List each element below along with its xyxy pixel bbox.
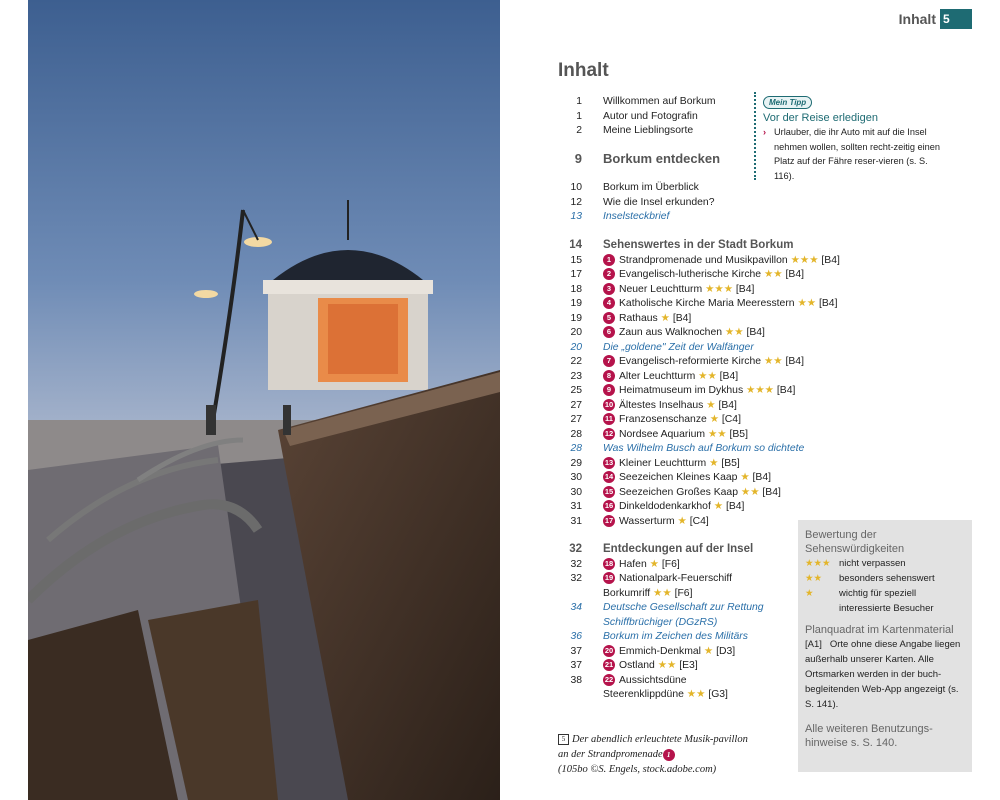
poi-number-marker: 6	[603, 326, 615, 338]
poi-number-marker: 14	[604, 472, 614, 482]
toc-poi-entry[interactable]: 32 18 Hafen ★ [F6]	[570, 558, 680, 570]
toc-poi-entry[interactable]: 19 4 Katholische Kirche Maria Meeresstern ★★ [B4]	[570, 298, 838, 309]
toc-entry-feature[interactable]: 20 Die „goldene" Zeit der Walfänger	[570, 341, 754, 353]
rating-stars: ★★★	[705, 283, 734, 295]
poi-number-marker: 4	[603, 297, 615, 309]
toc-subsection-heading[interactable]: 14 Sehenswertes in der Stadt Borkum	[569, 239, 794, 251]
poi-number-marker: 18	[604, 558, 614, 568]
toc-poi-entry[interactable]: 15 1 Strandpromenade und Musikpavillon ★★★ [B4]	[570, 254, 840, 266]
rating-stars: ★★	[707, 428, 727, 440]
rating-stars: ★	[706, 399, 716, 411]
toc-poi-entry-continued[interactable]: Steerenklippdüne ★★ [G3]	[603, 689, 728, 700]
tip-text: Urlauber, die ihr Auto mit auf die Insel nehmen wollen, sollten recht-zeitig einen Platz auf der Fähre reser-vieren (s. S. 116).	[774, 127, 940, 181]
rating-stars: ★	[649, 558, 659, 570]
grid-legend-text: [A1] Orte ohne diese Angabe liegen außerhalb unserer Karten. Alle Ortsmarken werden in der buch-begleitenden Web-App angezeigt (s. S. 141).	[805, 639, 961, 710]
toc-poi-entry[interactable]: 23 8 Alter Leuchtturm ★★ [B4]	[570, 370, 739, 382]
toc-subsection-heading[interactable]: 32 Entdeckungen auf der Insel	[569, 543, 754, 555]
toc-entry[interactable]: 1 Autor und Fotografin	[576, 110, 698, 122]
poi-number-marker: 16	[604, 501, 614, 511]
poi-number-marker: 5	[603, 312, 615, 324]
poi-number-marker: 8	[603, 370, 615, 382]
toc-poi-entry[interactable]: 37 20 Emmich-Denkmal ★ [D3]	[570, 645, 736, 657]
grid-legend-title: Planquadrat im Kartenmaterial	[805, 624, 954, 636]
poi-number-marker: 2	[603, 268, 615, 280]
photo-caption: 5 Der abendlich erleuchtete Musik-pavillon an der Strandpromenade 1 (105bo ©S. Engels, stock.adobe.com)	[558, 734, 748, 775]
toc-poi-entry[interactable]: 28 12 Nordsee Aquarium ★★ [B5]	[570, 428, 748, 440]
toc-entry-feature[interactable]: 34 Deutsche Gesellschaft zur Rettung	[570, 602, 764, 613]
toc-section-heading[interactable]: 9 Borkum entdecken	[574, 151, 721, 166]
rating-stars: ★★	[724, 327, 744, 338]
running-header	[899, 9, 972, 29]
toc-poi-entry[interactable]: 31 16 Dinkeldodenkarkhof ★ [B4]	[570, 501, 745, 512]
toc-poi-entry[interactable]: 37 21 Ostland ★★ [E3]	[570, 660, 698, 671]
toc-poi-entry[interactable]: 31 17 Wasserturm ★ [C4]	[570, 515, 709, 527]
toc-poi-entry[interactable]: 29 13 Kleiner Leuchtturm ★ [B5]	[570, 457, 740, 469]
poi-number-marker: 11	[603, 413, 615, 425]
toc-poi-entry[interactable]: 32 19 Nationalpark-Feuerschiff	[570, 573, 733, 584]
rating-stars: ★★★	[746, 385, 774, 396]
poi-number-marker: 21	[604, 660, 614, 670]
photo-reference-icon: 5	[558, 734, 569, 745]
rating-stars: ★★	[698, 370, 717, 382]
rating-stars: ★	[709, 457, 719, 469]
rating-legend-row: ★★★ nicht verpassen	[805, 558, 906, 569]
poi-number-marker: 17	[604, 515, 614, 525]
toc-poi-entry[interactable]: 27 10 Ältestes Inselhaus ★ [B4]	[570, 399, 737, 411]
page-number: 5	[940, 9, 972, 29]
toc-poi-entry[interactable]: 19 5 Rathaus ★ [B4]	[570, 312, 692, 324]
poi-number-marker: 1	[603, 254, 615, 266]
page-title: Inhalt	[558, 60, 609, 81]
poi-number-marker: 9	[603, 384, 615, 396]
rating-stars: ★★	[657, 660, 677, 671]
poi-number-marker: 13	[604, 457, 614, 467]
poi-number-marker: 20	[604, 645, 614, 655]
toc-entry[interactable]: 10 Borkum im Überblick	[570, 182, 699, 193]
rating-stars: ★★	[740, 486, 760, 498]
rating-stars: ★	[709, 414, 720, 425]
rating-stars: ★	[703, 645, 714, 657]
my-tip-box	[754, 92, 943, 180]
rating-legend-title: Bewertung der Sehenswürdigkeiten	[805, 529, 905, 555]
rating-stars: ★★	[653, 587, 672, 599]
rating-stars: ★★	[686, 689, 706, 700]
rating-stars: ★	[677, 515, 687, 527]
rating-stars: ★	[713, 501, 724, 512]
poi-number-marker: 22	[604, 674, 614, 684]
poi-number-marker: 3	[603, 283, 615, 295]
toc-entry-feature[interactable]: 13 Inselsteckbrief	[570, 211, 670, 222]
my-tip-badge: Mein Tipp	[763, 96, 812, 109]
rating-stars: ★★★	[805, 558, 831, 569]
rating-stars: ★	[805, 588, 814, 599]
legend-box	[798, 520, 972, 772]
cover-photo-promenade-pavilion	[28, 0, 500, 800]
toc-poi-entry[interactable]: 17 2 Evangelisch-lutherische Kirche ★★ [B4]	[570, 269, 804, 280]
toc-poi-entry-continued[interactable]: Borkumriff ★★ [F6]	[603, 587, 693, 599]
toc-poi-entry[interactable]: 22 7 Evangelisch-reformierte Kirche ★★ [B4]	[570, 356, 804, 367]
toc-entry-feature-continued[interactable]: Schiffbrüchiger (DGzRS)	[603, 616, 718, 628]
poi-number-marker: 12	[604, 428, 614, 438]
rating-stars: ★★	[763, 356, 783, 367]
rating-stars: ★★	[797, 298, 817, 309]
header-section-title: Inhalt	[898, 11, 936, 27]
poi-number-marker: 15	[604, 486, 614, 496]
poi-number-marker: 10	[604, 399, 614, 409]
toc-poi-entry[interactable]: 30 15 Seezeichen Großes Kaap ★★ [B4]	[570, 486, 781, 498]
more-info-note: Alle weiteren Benutzungs-hinweise s. S. 140.	[805, 723, 933, 749]
tip-text-block	[763, 125, 943, 183]
poi-number-marker: 1	[663, 749, 675, 761]
rating-legend-row: ★ wichtig für speziell interessierte Besucher	[805, 588, 934, 614]
toc-poi-entry[interactable]: 30 14 Seezeichen Kleines Kaap ★ [B4]	[570, 472, 772, 483]
chevron-right-icon: ›	[763, 127, 767, 137]
toc-poi-entry[interactable]: 27 11 Franzosenschanze ★ [C4]	[570, 414, 741, 425]
toc-poi-entry[interactable]: 20 6 Zaun aus Walknochen ★★ [B4]	[570, 327, 765, 338]
toc-poi-entry[interactable]: 25 9 Heimatmuseum im Dykhus ★★★ [B4]	[570, 385, 796, 396]
toc-entry[interactable]: 1 Willkommen auf Borkum	[576, 96, 716, 107]
tip-title: Vor der Reise erledigen	[763, 112, 878, 124]
rating-stars: ★★	[805, 573, 823, 584]
toc-poi-entry[interactable]: 38 22 Aussichtsdüne	[570, 674, 687, 686]
toc-entry[interactable]: 12 Wie die Insel erkunden?	[570, 196, 715, 208]
poi-number-marker: 19	[604, 573, 614, 583]
rating-stars: ★	[740, 472, 750, 483]
toc-entry-feature[interactable]: 36 Borkum im Zeichen des Militärs	[570, 631, 748, 642]
rating-stars: ★★	[763, 269, 783, 280]
toc-entry-feature[interactable]: 28 Was Wilhelm Busch auf Borkum so dichtete	[570, 443, 805, 454]
rating-stars: ★	[660, 312, 670, 324]
toc-poi-entry[interactable]: 18 3 Neuer Leuchtturm ★★★ [B4]	[570, 283, 755, 295]
rating-stars: ★★★	[790, 254, 819, 266]
photo-credit: (105bo ©S. Engels, stock.adobe.com)	[558, 764, 717, 775]
rating-legend-row: ★★ besonders sehenswert	[805, 573, 935, 584]
toc-entry[interactable]: 2 Meine Lieblingsorte	[576, 125, 694, 136]
poi-number-marker: 7	[603, 355, 615, 367]
